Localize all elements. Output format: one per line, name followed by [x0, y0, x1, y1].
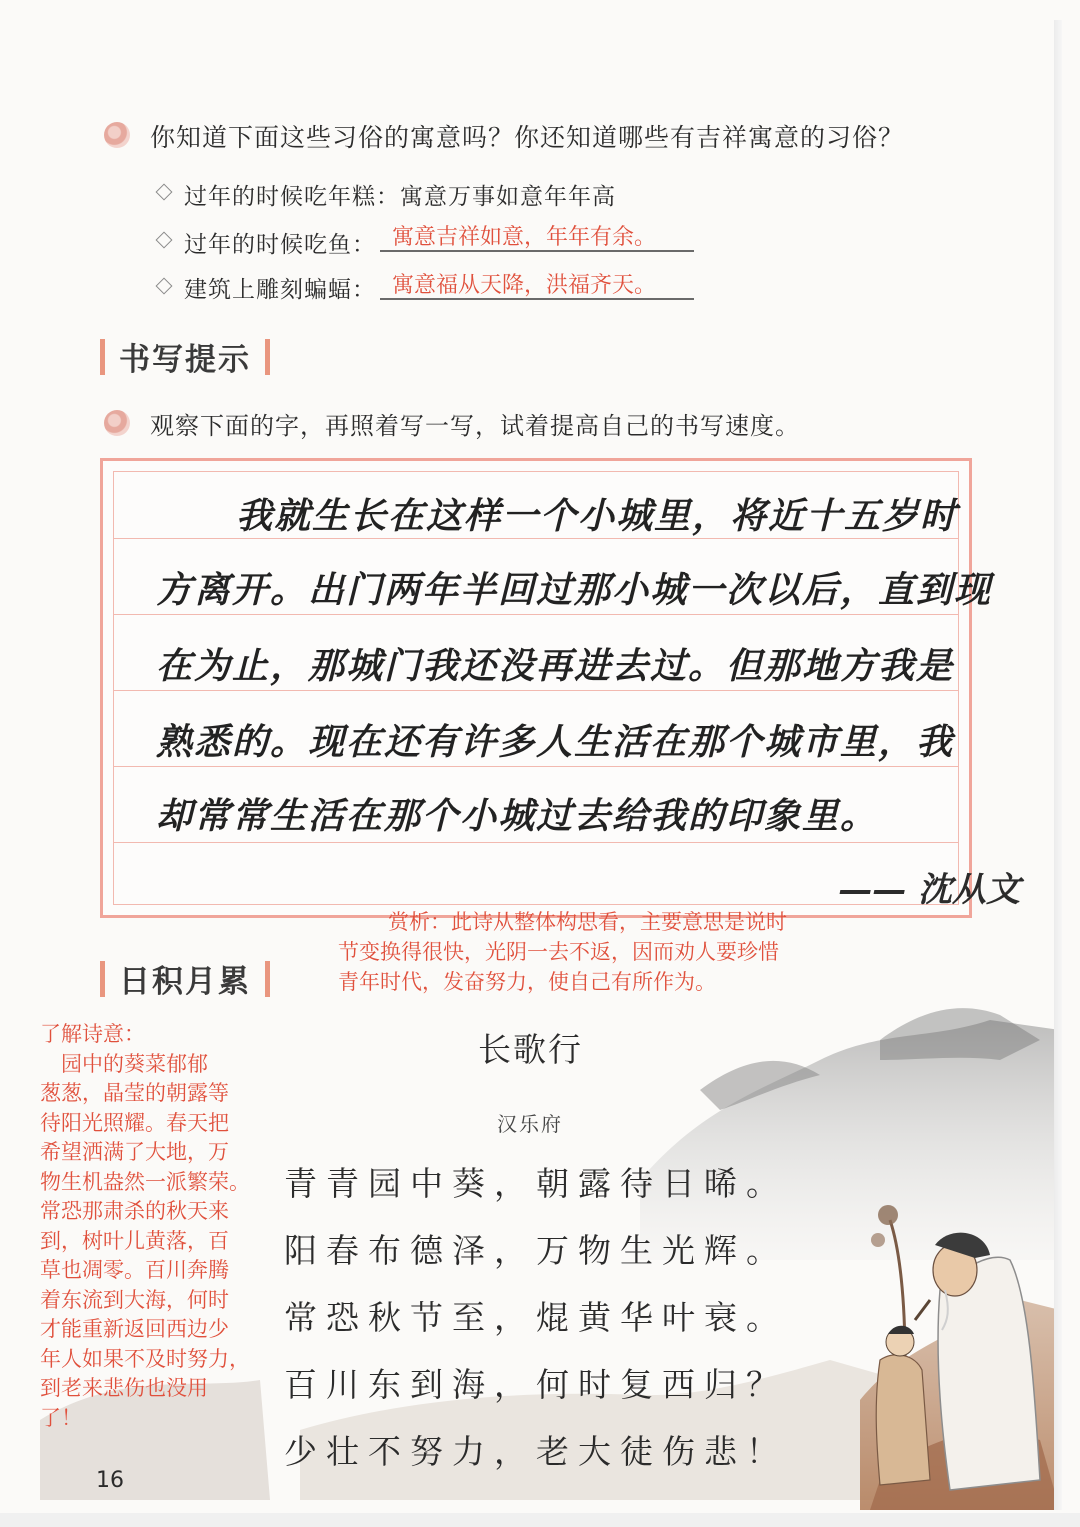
note-line: 到老来悲伤也没用 [40, 1376, 208, 1400]
note-line: 了！ [40, 1405, 82, 1430]
answer-underline [380, 298, 694, 300]
accumulate-section-header [100, 956, 270, 1001]
note-line: 着东流到大海，何时 [40, 1287, 229, 1312]
poem-line-1: 青青园中葵，朝露待日晞。 [284, 1164, 788, 1203]
writing-section-header [100, 334, 270, 379]
note-line: 到，树叶儿黄落，百 [40, 1228, 229, 1253]
poem-line-2: 阳春布德泽，万物生光辉。 [284, 1231, 788, 1270]
grid-line [114, 766, 958, 767]
handwriting-line-1: 我就生长在这样一个小城里，将近十五岁时 [236, 495, 959, 537]
handwriting-line-5: 却常常生活在那个小城过去给我的印象里。 [156, 795, 879, 837]
handwriting-line-4: 熟悉的。现在还有许多人生活在那个城市里，我 [156, 721, 955, 763]
note-line: 才能重新返回西边少 [40, 1317, 229, 1341]
section-bar-left [100, 339, 105, 375]
note-line: 常恐那肃杀的秋天来 [40, 1199, 229, 1223]
note-line: 草也凋零。百川奔腾 [40, 1258, 229, 1282]
custom-answer-3: 寓意福从天降，洪福齐天。 [392, 273, 657, 298]
note-line: 葱葱，晶莹的朝露等 [40, 1081, 229, 1105]
answer-underline [380, 250, 694, 252]
poem-line-4: 百川东到海，何时复西归？ [284, 1365, 788, 1404]
handwriting-line-2: 方离开。出门两年半回过那小城一次以后，直到现 [156, 569, 993, 611]
grid-line [114, 614, 958, 615]
custom-item-1: 过年的时候吃年糕：寓意万事如意年年高 [184, 184, 616, 210]
customs-question: 你知道下面这些习俗的寓意吗？你还知道哪些有吉祥寓意的习俗？ [150, 123, 905, 152]
note-line: 物生机盎然一派繁荣。 [40, 1169, 250, 1194]
page-edge-bottom [0, 1513, 1080, 1527]
section-title: 日积月累 [119, 964, 251, 1000]
note-line: 年人如果不及时努力， [40, 1346, 250, 1371]
poem-line-5: 少壮不努力，老大徒伤悲！ [284, 1432, 788, 1471]
note-line: 希望洒满了大地，万 [40, 1140, 229, 1164]
question-bullet-icon [104, 122, 130, 148]
poem-line-3: 常恐秋节至，焜黄华叶衰。 [284, 1298, 788, 1337]
section-title: 书写提示 [119, 342, 251, 378]
appreciation-line-3: 青年时代，发奋努力，使自己有所作为。 [338, 970, 716, 994]
section-bar-right [265, 961, 270, 997]
page-edge-shadow [1054, 20, 1062, 1510]
appreciation-line-1: 赏析：此诗从整体构思看，主要意思是说时 [388, 910, 787, 934]
writing-instruction: 观察下面的字，再照着写一写，试着提高自己的书写速度。 [150, 412, 800, 440]
grid-line [114, 842, 958, 843]
note-line: 园中的葵菜郁郁 [40, 1051, 208, 1076]
custom-item-3: 建筑上雕刻蝙蝠： [184, 277, 376, 303]
poem-meaning-note [40, 1020, 250, 1433]
note-line: 了解诗意： [40, 1022, 145, 1046]
appreciation-line-2: 节变换得很快，光阴一去不返，因而劝人要珍惜 [338, 940, 779, 964]
custom-item-2: 过年的时候吃鱼： [184, 232, 376, 258]
poem-title: 长歌行 [478, 1030, 583, 1069]
custom-answer-2: 寓意吉祥如意，年年有余。 [392, 225, 657, 250]
section-bar-right [265, 339, 270, 375]
handwriting-author: —— 沈从文 [838, 870, 1020, 910]
poem-author: 汉乐府 [497, 1112, 563, 1136]
question-bullet-icon [104, 410, 130, 436]
note-line: 待阳光照耀。春天把 [40, 1110, 229, 1135]
grid-line [114, 690, 958, 691]
section-bar-left [100, 961, 105, 997]
handwriting-line-3: 在为止，那城门我还没再进去过。但那地方我是 [156, 645, 955, 687]
page-number: 16 [96, 1468, 124, 1493]
